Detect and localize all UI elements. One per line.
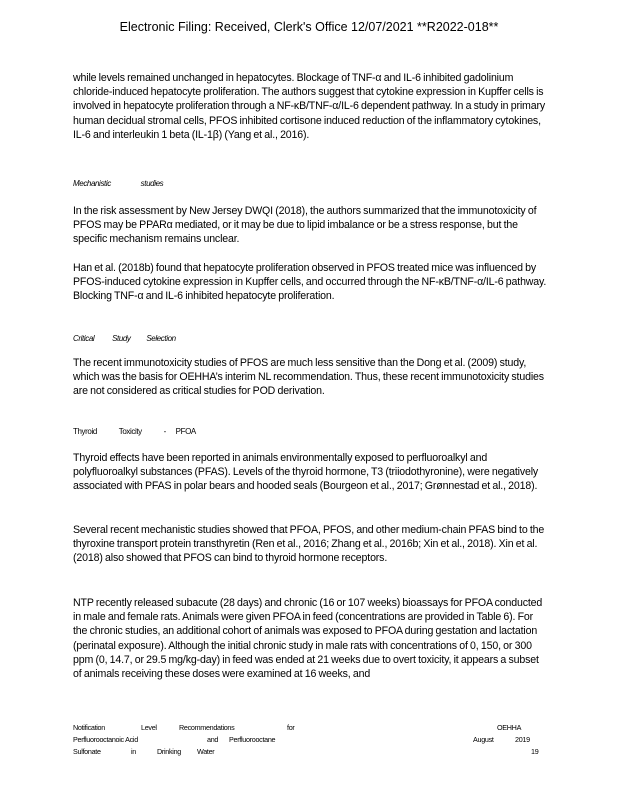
paragraph-thyroid-effects: Thyroid effects have been reported in animals environmentally exposed to perfluoroalkyl and polyfluoroalkyl substances (PFAS). Levels of the thyroid hormone, T3 (triiodothyronine), were negatively associated with PFAS in polar bears and hooded seals (Bourgeon et al., 2017; Grønnestad et al., 2018). bbox=[73, 452, 539, 493]
subheading-word: Critical bbox=[73, 334, 95, 343]
footer-text: Drinking bbox=[157, 747, 181, 756]
footer-row bbox=[73, 746, 539, 758]
paragraph-mechanistic-pfas: Several recent mechanistic studies showed that PFOA, PFOS, and other medium-chain PFAS bind to the thyroxine transport protein transthyretin (Ren et al., 2016; Zhang et al., 2016b; Xin et al., 2018). Xin et al. (2018) also showed that PFOS can bind to thyroid hormone receptors. bbox=[73, 524, 545, 565]
page-footer bbox=[73, 722, 539, 758]
footer-text: Perfluorooctanoic Acid bbox=[73, 735, 138, 744]
subheading-critical-study-selection bbox=[73, 334, 176, 343]
subheading-mechanistic-studies bbox=[73, 179, 163, 188]
footer-text: in bbox=[131, 747, 136, 756]
subheading-thyroid-toxicity-pfoa bbox=[73, 427, 196, 436]
footer-row bbox=[73, 734, 539, 746]
footer-text: and bbox=[207, 735, 219, 744]
paragraph-ntp-bioassays: NTP recently released subacute (28 days) and chronic (16 or 107 weeks) bioassays for PFOA conducted in male and female rats. Animals were given PFOA in feed (concentrations are provided in Table 6). For the chronic studies, an additional cohort of animals was exposed to PFOA during gestation and lactation (perinatal exposure). Although the initial chronic study in male rats with concentrations of 0, 150, or 300 ppm (0, 14.7, or 29.5 mg/kg-day) in feed was ended at 21 weeks due to overt toxicity, it appears a subset of animals receiving these doses were examined at 16 weeks, and bbox=[73, 597, 543, 681]
subheading-word: studies bbox=[140, 179, 164, 188]
subheading-word: Toxicity bbox=[118, 427, 142, 436]
filing-header: Electronic Filing: Received, Clerk's Office 12/07/2021 **R2022-018** bbox=[119, 20, 499, 34]
footer-text: August bbox=[473, 735, 494, 744]
footer-text: Perfluorooctane bbox=[229, 735, 276, 744]
subheading-word: Thyroid bbox=[73, 427, 97, 436]
footer-text: 19 bbox=[531, 747, 539, 756]
paragraph-dwqi-assessment: In the risk assessment by New Jersey DWQI (2018), the authors summarized that the immunotoxicity of PFOS may be PPARα mediated, or it may be due to lipid imbalance or be a stress response, but the specific mechanism remains unclear. bbox=[73, 205, 537, 246]
paragraph-han-study: Han et al. (2018b) found that hepatocyte proliferation observed in PFOS treated mice was influenced by PFOS-induced cytokine expression in Kupffer cells, and occurred through the NF-κB/TNF-α/IL-6 pathway. Blocking TNF-α and IL-6 inhibited hepatocyte proliferation. bbox=[73, 262, 547, 303]
footer-text: Recommendations bbox=[179, 723, 235, 732]
subheading-word: Mechanistic bbox=[73, 179, 111, 188]
footer-text: Sulfonate bbox=[73, 747, 101, 756]
paragraph-critical-studies: The recent immunotoxicity studies of PFOS are much less sensitive than the Dong et al. (2009) study, which was the basis for OEHHA’s interim NL recommendation. Thus, these recent immunotoxicity studies are not considered as critical studies for POD derivation. bbox=[73, 357, 544, 398]
footer-text: for bbox=[287, 723, 295, 732]
footer-text: Water bbox=[197, 747, 215, 756]
footer-text: OEHHA bbox=[497, 723, 522, 732]
footer-text: 2019 bbox=[515, 735, 530, 744]
paragraph-cytokine-expression: while levels remained unchanged in hepatocytes. Blockage of TNF-α and IL-6 inhibited gadolinium chloride-induced hepatocyte proliferation. The authors suggest that cytokine expression in Kupffer cells is involved in hepatocyte proliferation through a NF-κB/TNF-α/IL-6 dependent pathway. In a study in primary human decidual stromal cells, PFOS inhibited cortisone induced reduction of the inflammatory cytokines, IL-6 and interleukin 1 beta (IL-1β) (Yang et al., 2016). bbox=[73, 72, 545, 141]
subheading-word: PFOA bbox=[175, 427, 196, 436]
subheading-word: Study bbox=[112, 334, 131, 343]
subheading-word: Selection bbox=[146, 334, 176, 343]
footer-text: Notification bbox=[73, 723, 105, 732]
footer-text: Level bbox=[141, 723, 157, 732]
subheading-word: - bbox=[163, 427, 166, 436]
footer-row bbox=[73, 722, 539, 734]
